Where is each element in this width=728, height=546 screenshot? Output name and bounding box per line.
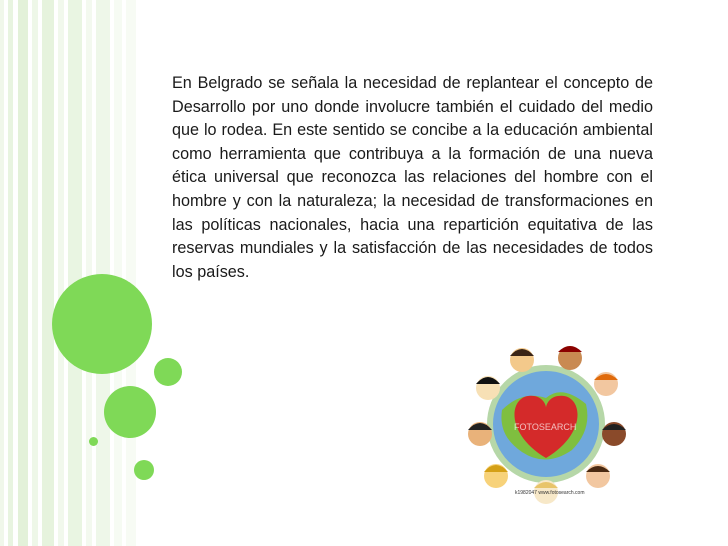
slide-paragraph: En Belgrado se señala la necesidad de replantear el concepto de Desarrollo por uno donde involucre también el cuidado del medio que lo rodea. En este sentido se concibe a la educación ambiental como herramienta que contribuya a la formación de una nueva ética universal que reconozca las relaciones del hombre con el hombre y con la naturaleza; la necesidad de transformaciones en las políticas nacionales, hacia una repartición equitativa de las reservas mundiales y la satisfacción de las necesidades de todos los países. — [172, 74, 653, 281]
decorative-circle-small — [154, 358, 182, 386]
image-watermark: FOTOSEARCH — [514, 422, 577, 432]
decorative-circle-tiny — [89, 437, 98, 446]
decorative-circle-medium — [104, 386, 156, 438]
decorative-circle-large — [52, 274, 152, 374]
world-children-illustration — [462, 340, 630, 508]
image-credit: k1982047 www.fotosearch.com — [515, 490, 585, 496]
decorative-circle-mini — [134, 460, 154, 480]
